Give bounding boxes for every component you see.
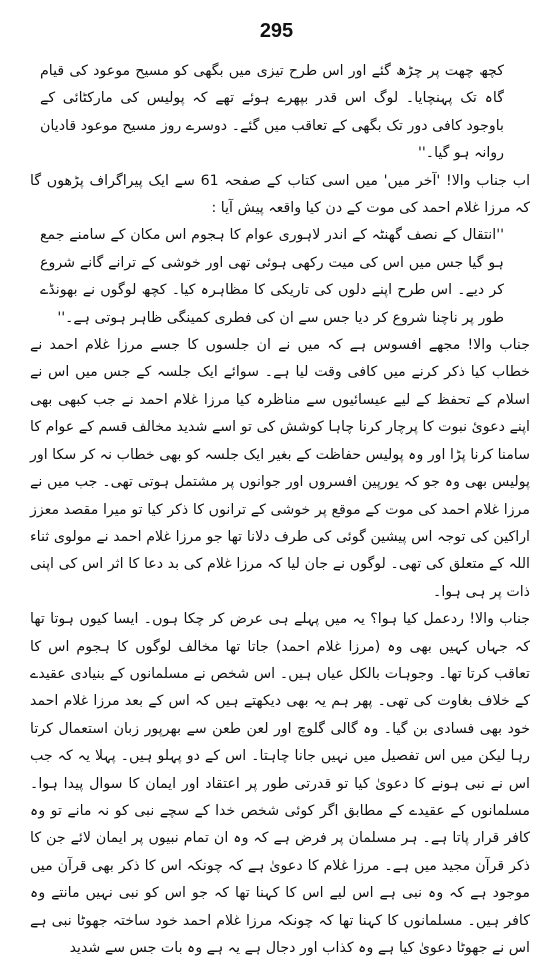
paragraph-quote: ''انتقال کے نصف گھنٹہ کے اندر لاہوری عوام کا ہجوم اس مکان کے سامنے جمع ہو گیا جس میں اس کی میت رکھی ہوئی تھی اور خوشی کے ترانے گانے شروع کر دیے۔ اس طرح اپنے دلوں کی تاریکی کا مظاہرہ کیا۔ کچھ لوگوں نے بھونڈے طور پر ناچنا شروع کر دیا جس سے ان کی فطری کمینگی ظاہر ہوتی ہے۔'' <box>40 227 504 326</box>
paragraph-quote: کچھ چھت پر چڑھ گئے اور اس طرح تیزی میں بگھی کو مسیح موعود کی قیام گاہ تک پہنچایا۔ لوگ اس قدر بپھرے ہوئے تھے کہ پولیس کی مارکٹائی کے باوجود کافی دور تک بگھی کے تعاقب میں گئے۔ دوسرے روز مسیح موعود قادیان روانہ ہو گیا۔'' <box>40 63 504 162</box>
paragraph: اب جناب والا! 'آخر میں' میں اسی کتاب کے صفحہ 61 سے ایک پیراگراف پڑھوں گا کہ مرزا غلام احمد کی موت کے دن کیا واقعہ پیش آیا : <box>30 172 531 217</box>
page-number: 295 <box>259 20 294 42</box>
page-body <box>30 58 530 962</box>
paragraph: جناب والا! ردعمل کیا ہوا؟ یہ میں پہلے ہی عرض کر چکا ہوں۔ ایسا کیوں ہوتا تھا کہ جہاں کہیں بھی وہ (مرزا غلام احمد) جاتا تھا مخالف لوگوں کا ہجوم اس کا تعاقب کرتا تھا۔ وجوہات بالکل عیاں ہیں۔ اس شخص نے مسلمانوں کے بنیادی عقیدے کے خلاف بغاوت کی تھی۔ پھر ہم یہ بھی دیکھتے ہیں کہ اس کے بعد مرزا غلام احمد خود بھی فسادی بن گیا۔ وہ گالی گلوچ اور لعن طعن سے بھرپور زبان استعمال کرتا رہا لیکن میں اس تفصیل میں نہیں جانا چاہتا۔ اس کے دو پہلو ہیں۔ پہلا یہ کہ جب اس نے نبی ہونے کا دعویٰ کیا تو قدرتی طور پر اعتقاد اور ایمان کا سوال پیدا ہوا۔ مسلمانوں کے عقیدے کے مطابق اگر کوئی شخص خدا کے سچے نبی کو نہ مانے تو وہ کافر قرار پاتا ہے۔ ہر مسلمان پر فرض ہے کہ وہ ان تمام نبیوں پر ایمان لائے جن کا ذکر قرآن مجید میں ہے۔ مرزا غلام کا دعویٰ ہے کہ چونکہ اس کا ذکر بھی قرآن میں موجود ہے کہ وہ نبی ہے اس لیے اس کا کہنا تھا کہ جو اس کو نبی نہیں مانتے وہ کافر ہیں۔ مسلمانوں کا کہنا تھا کہ چونکہ مرزا غلام احمد خود ساختہ جھوٹا نبی ہے اس نے جھوٹا دعویٰ کیا ہے وہ کذاب اور دجال ہے یہ ہے وہ بات جس سے شدید <box>30 611 530 956</box>
paragraph: جناب والا! مجھے افسوس ہے کہ میں نے ان جلسوں کا جسے مرزا غلام احمد نے خطاب کیا ذکر کرنے میں کافی وقت لیا ہے۔ سوائے ایک جلسہ کے جس میں اس نے اسلام کے تحفظ کے لیے عیسائیوں سے مناظرہ کیا مرزا غلام احمد نے جب کبھی بھی اپنے دعویٔ نبوت کا پرچار کرنا چاہا کوشش کی تو اسے شدید مخالف قسم کے عوام کا سامنا کرنا پڑا اور وہ پولیس حفاظت کے بغیر ایک جلسہ کو بھی خطاب نہ کر سکا اور پولیس بھی وہ جو کہ یورپین افسروں اور جوانوں پر مشتمل ہوتی تھی۔ جب میں نے مرزا غلام احمد کی موت کے موقع پر خوشی کے ترانوں کا ذکر کیا تو میرا مقصد معزز اراکین کی توجہ اس پیشین گوئی کی طرف دلانا تھا جو مرزا غلام احمد نے مولوی ثناء اللہ کے متعلق کی تھی۔ لوگوں نے جان لیا کہ مرزا غلام کی بد دعا کا اثر اس کی اپنی ذات پر ہی ہوا۔ <box>30 337 530 600</box>
